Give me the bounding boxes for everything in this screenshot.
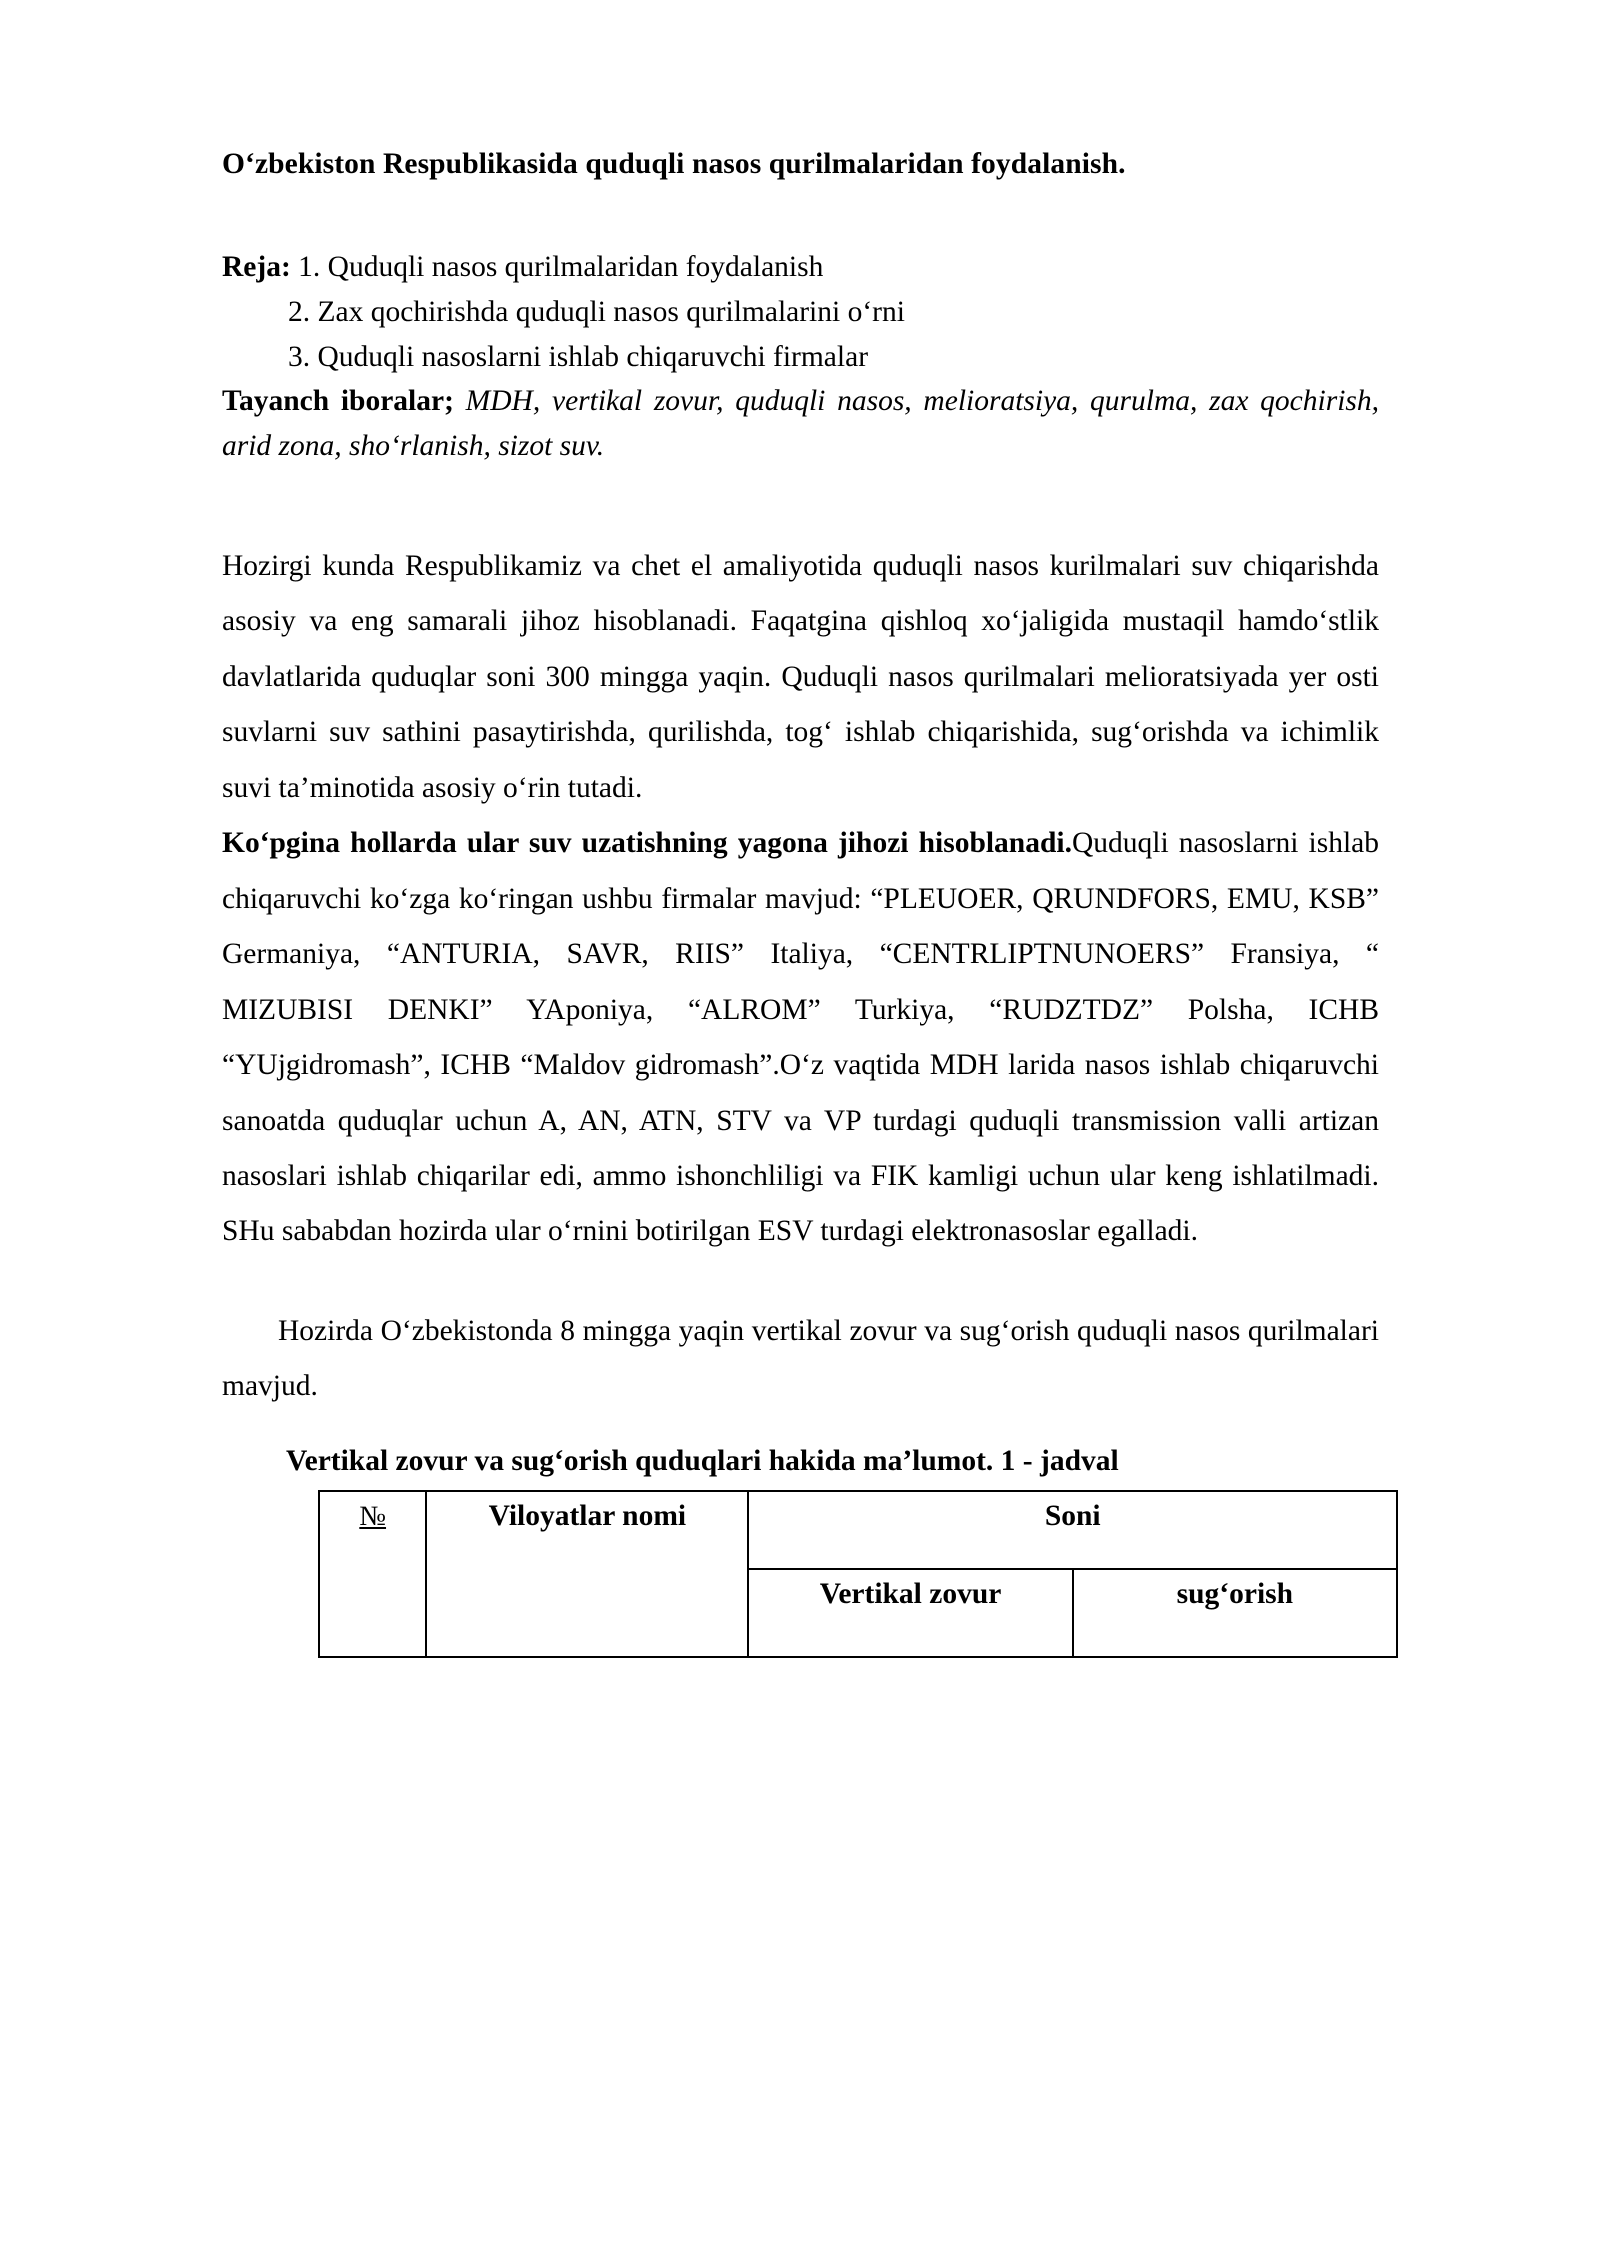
table-header-count-group: Soni <box>748 1491 1397 1569</box>
body-paragraph-3: Hozirda O‘zbekistonda 8 mingga yaqin vertikal zovur va sug‘orish quduqli nasos qurilmalari mavjud. <box>222 1314 1379 1403</box>
table-caption: Vertikal zovur va sug‘orish quduqlari hakida ma’lumot. 1 - jadval <box>286 1444 1119 1477</box>
outline-item-2: 2. Zax qochirishda quduqli nasos qurilmalarini o‘rni <box>288 295 905 328</box>
key-terms-paragraph <box>222 379 1379 469</box>
table-header-region: Viloyatlar nomi <box>426 1491 748 1657</box>
body-paragraph-1: Hozirgi kunda Respublikamiz va chet el amaliyotida quduqli nasos kurilmalari suv chiqarishda asosiy va eng samarali jihoz hisoblanadi. Faqatgina qishloq xo‘jaligida mustaqil hamdo‘stlik davlatlarida quduqlar soni 300 mingga yaqin. Quduqli nasos qurilmalari melioratsiyada yer osti suvlarni suv sathini pasaytirishda, qurilishda, tog‘ ishlab chiqarishida, sug‘orishda va ichimlik suvi ta’minotida asosiy o‘rin tutadi. <box>222 550 1379 804</box>
key-terms-list: MDH, vertikal zovur, quduqli nasos, melioratsiya, qurulma, zax qochirish, arid zona, sho‘rlanish, sizot suv. <box>222 385 1380 463</box>
body-paragraph-2 <box>222 816 1379 1260</box>
wells-data-table <box>318 1490 1398 1658</box>
table-header-vertical-zovur: Vertikal zovur <box>748 1569 1072 1657</box>
outline-label: Reja: <box>222 250 291 283</box>
outline-item-3: 3. Quduqli nasoslarni ishlab chiqaruvchi firmalar <box>288 340 869 373</box>
outline-item-1-text: 1. Quduqli nasos qurilmalaridan foydalanish <box>298 250 824 283</box>
page-title: O‘zbekiston Respublikasida quduqli nasos qurilmalaridan foydalanish. <box>222 148 1126 180</box>
numero-sign: № <box>359 1500 387 1532</box>
page-content <box>222 146 1379 1658</box>
table-header-sugorish: sug‘orish <box>1073 1569 1397 1657</box>
body-paragraph-2-lead: Ko‘pgina hollarda ular suv uzatishning yagona jihozi hisoblanadi. <box>222 827 1072 860</box>
outline-item-1 <box>222 245 1379 290</box>
spacer-after-key-terms <box>222 469 1379 539</box>
table-header-number <box>319 1491 426 1657</box>
spacer-before-paragraph-3 <box>222 1260 1379 1304</box>
spacer-before-table <box>222 1415 1379 1445</box>
table-header-row-top <box>319 1491 1397 1569</box>
outline-block <box>222 245 1379 379</box>
key-terms-label: Tayanch iboralar; <box>222 385 454 418</box>
body-paragraph-2-rest: Quduqli nasoslarni ishlab chiqaruvchi ko‘zga ko‘ringan ushbu firmalar mavjud: “PLEUOER, QRUNDFORS, EMU, KSB” Germaniya, “ANTURIA, SAVR, RIIS” Italiya, “CENTRLIPTNUNOERS” Fransiya, “ MIZUBISI DENKI” YAponiya, “ALROM” Turkiya, “RUDZTDZ” Polsha, ICHB “YUjgidromash”, ICHB “Maldov gidromash”.O‘z vaqtida MDH larida nasos ishlab chiqaruvchi sanoatda quduqlar uchun A, AN, ATN, STV va VP turdagi quduqli transmission valli artizan nasoslari ishlab chiqarilar edi, ammo ishonchliligi va FIK kamligi uchun ular keng ishlatilmadi. SHu sababdan hozirda ular o‘rnini botirilgan ESV turdagi elektronasoslar egalladi. <box>222 827 1380 1248</box>
